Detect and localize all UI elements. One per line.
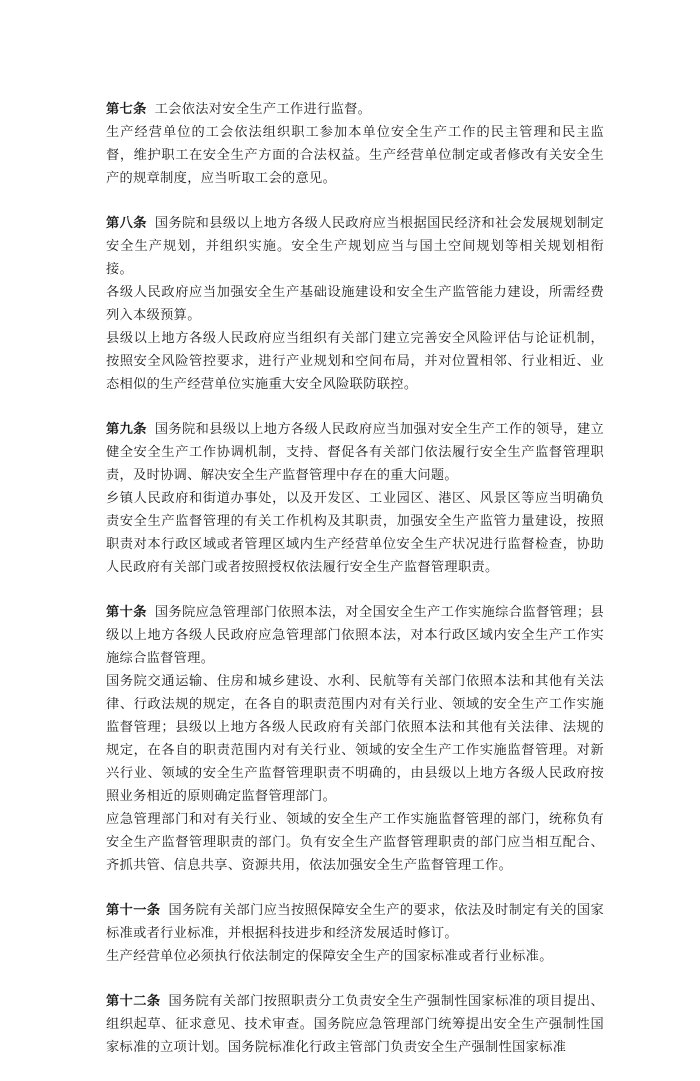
- article-11-text-1: 国务院有关部门应当按照保障安全生产的要求，依法及时制定有关的国家标准或者行业标准，并根据科技进步和经济发展适时修订。: [106, 903, 604, 941]
- article-8: [106, 212, 604, 396]
- article-8-paragraph-2: 各级人民政府应当加强安全生产基础设施建设和安全生产监管能力建设，所需经费列入本级预算。: [106, 285, 604, 323]
- article-10-paragraph-2: 国务院交通运输、住房和城乡建设、水利、民航等有关部门依照本法和其他有关法律、行政法规的规定，在各自的职责范围内对有关行业、领域的安全生产工作实施监督管理；县级以上地方各级人民政府有关部门依照本法和其他有关法律、法规的规定，在各自的职责范围内对有关行业、领域的安全生产工作实施监督管理。对新兴行业、领域的安全生产监督管理职责不明确的，由县级以上地方各级人民政府按照业务相近的原则确定监督管理部门。: [106, 674, 604, 804]
- article-7: [106, 98, 604, 190]
- article-9-paragraph-1: [106, 418, 604, 487]
- article-7-text-1: 工会依法对安全生产工作进行监督。: [154, 102, 372, 117]
- article-10: [106, 601, 604, 877]
- article-12-text-1: 国务院有关部门按照职责分工负责安全生产强制性国家标准的项目提出、组织起草、征求意见、技术审查。国务院应急管理部门统筹提出安全生产强制性国家标准的立项计划。国务院标准化行政主管部门负责安全生产强制性国家标准: [106, 994, 604, 1055]
- article-8-title: 第八条: [106, 216, 147, 231]
- article-8-paragraph-3: 县级以上地方各级人民政府应当组织有关部门建立完善安全风险评估与论证机制，按照安全风险管控要求，进行产业规划和空间布局，并对位置相邻、行业相近、业态相似的生产经营单位实施重大安全风险联防联控。: [106, 331, 604, 392]
- article-11-paragraph-1: [106, 899, 604, 945]
- article-12-title: 第十二条: [106, 994, 161, 1009]
- article-11: [106, 899, 604, 968]
- article-9-title: 第九条: [106, 422, 147, 437]
- article-10-paragraph-1: [106, 601, 604, 670]
- article-7-paragraph-1: [106, 98, 604, 121]
- article-10-paragraph-3: 应急管理部门和对有关行业、领域的安全生产工作实施监督管理的部门，统称负有安全生产监督管理职责的部门。负有安全生产监督管理职责的部门应当相互配合、齐抓共管、信息共享、资源共用，依法加强安全生产监督管理工作。: [106, 812, 604, 873]
- article-7-paragraph-2: 生产经营单位的工会依法组织职工参加本单位安全生产工作的民主管理和民主监督，维护职工在安全生产方面的合法权益。生产经营单位制定或者修改有关安全生产的规章制度，应当听取工会的意见。: [106, 125, 604, 186]
- article-10-title: 第十条: [106, 605, 147, 620]
- article-12-paragraph-1: [106, 990, 604, 1059]
- article-11-title: 第十一条: [106, 903, 161, 918]
- article-7-title: 第七条: [106, 102, 147, 117]
- article-8-text-1: 国务院和县级以上地方各级人民政府应当根据国民经济和社会发展规划制定安全生产规划，并组织实施。安全生产规划应当与国土空间规划等相关规划相衔接。: [106, 216, 604, 277]
- article-9: [106, 418, 604, 579]
- article-9-text-1: 国务院和县级以上地方各级人民政府应当加强对安全生产工作的领导，建立健全安全生产工作协调机制，支持、督促各有关部门依法履行安全生产监督管理职责，及时协调、解决安全生产监督管理中存在的重大问题。: [106, 422, 604, 483]
- article-10-text-1: 国务院应急管理部门依照本法，对全国安全生产工作实施综合监督管理；县级以上地方各级人民政府应急管理部门依照本法，对本行政区域内安全生产工作实施综合监督管理。: [106, 605, 604, 666]
- article-8-paragraph-1: [106, 212, 604, 281]
- article-12: [106, 990, 604, 1059]
- document-page: [106, 98, 604, 1081]
- article-9-paragraph-2: 乡镇人民政府和街道办事处，以及开发区、工业园区、港区、风景区等应当明确负责安全生产监督管理的有关工作机构及其职责，加强安全生产监管力量建设，按照职责对本行政区域或者管理区域内生产经营单位安全生产状况进行监督检查，协助人民政府有关部门或者按照授权依法履行安全生产监督管理职责。: [106, 491, 604, 575]
- article-11-paragraph-2: 生产经营单位必须执行依法制定的保障安全生产的国家标准或者行业标准。: [106, 949, 553, 964]
